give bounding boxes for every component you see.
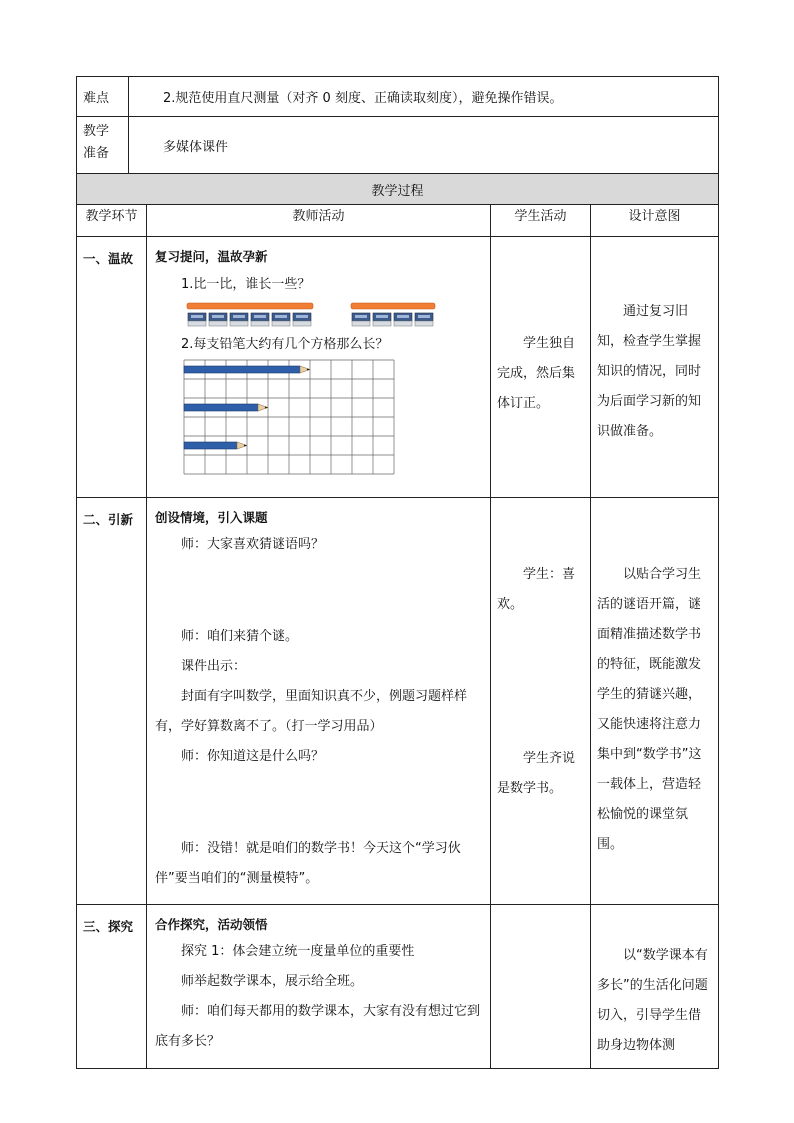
eraser-label-icon bbox=[355, 315, 367, 318]
section1-teacher bbox=[147, 237, 491, 498]
header-student: 学生活动 bbox=[491, 205, 591, 237]
section2-t4: 封面有字叫数学，里面知识真不少，例题习题样样有，学好算数离不了。（打一学习用品） bbox=[155, 689, 468, 734]
section1-intent-text: 通过复习旧知，检查学生掌握知识的情况，同时为后面学习新的知识做准备。 bbox=[597, 304, 702, 439]
section2-title: 创设情境，引入课题 bbox=[155, 510, 268, 525]
process-band-row bbox=[77, 174, 719, 205]
blue-pencil-1 bbox=[184, 366, 300, 373]
section3-teacher bbox=[147, 905, 491, 1069]
eraser-label-icon bbox=[376, 315, 388, 318]
process-title: 教学过程 bbox=[77, 174, 719, 205]
section2-t1: 师：大家喜欢猜谜语吗？ bbox=[181, 537, 325, 552]
eraser-base-icon bbox=[272, 321, 290, 326]
eraser-base-icon bbox=[415, 321, 433, 326]
section1-stage: 一、温故 bbox=[77, 237, 147, 498]
eraser-base-icon bbox=[188, 321, 206, 326]
eraser-base-icon bbox=[394, 321, 412, 326]
difficulty-row bbox=[77, 77, 719, 117]
section1-student-text: 学生独自完成，然后集体订正。 bbox=[497, 336, 576, 411]
eraser-label-icon bbox=[212, 315, 224, 318]
orange-pencil-long bbox=[187, 303, 313, 309]
eraser-base-icon bbox=[209, 321, 227, 326]
section3-intent-text: 以“数学课本有多长”的生活化问题切入，引导学生借助身边物体测 bbox=[597, 948, 708, 1053]
eraser-base-icon bbox=[373, 321, 391, 326]
blue-pencil-3 bbox=[184, 442, 237, 449]
section3-row bbox=[77, 905, 719, 1069]
section1-row bbox=[77, 237, 719, 498]
section2-t3: 课件出示： bbox=[181, 659, 247, 674]
blue-pencil-2 bbox=[184, 404, 258, 411]
difficulty-label: 难点 bbox=[77, 77, 129, 117]
section1-q1: 1.比一比，谁长一些？ bbox=[181, 277, 311, 292]
eraser-base-icon bbox=[230, 321, 248, 326]
section1-title: 复习提问，温故孕新 bbox=[155, 249, 268, 264]
eraser-base-icon bbox=[293, 321, 311, 326]
preparation-row bbox=[77, 117, 719, 174]
preparation-label bbox=[77, 117, 129, 174]
section3-student bbox=[491, 905, 591, 1069]
orange-pencil-short bbox=[351, 303, 435, 309]
section2-stage: 二、引新 bbox=[77, 498, 147, 905]
section2-student-2: 学生齐说是数学书。 bbox=[497, 751, 576, 796]
eraser-label-icon bbox=[397, 315, 409, 318]
lesson-plan-table bbox=[76, 76, 719, 1069]
section3-title: 合作探究，活动领悟 bbox=[155, 917, 268, 932]
header-teacher: 教师活动 bbox=[147, 205, 491, 237]
header-row bbox=[77, 205, 719, 237]
section2-teacher bbox=[147, 498, 491, 905]
eraser-label-icon bbox=[191, 315, 203, 318]
eraser-base-icon bbox=[352, 321, 370, 326]
section1-intent bbox=[591, 237, 719, 498]
eraser-base-icon bbox=[251, 321, 269, 326]
section1-student bbox=[491, 237, 591, 498]
pencil-grid-figure bbox=[183, 359, 397, 477]
pencil-eraser-comparison bbox=[185, 299, 485, 331]
section3-t1: 探究 1：体会建立统一度量单位的重要性 bbox=[181, 944, 415, 959]
header-intent: 设计意图 bbox=[591, 205, 719, 237]
section2-student bbox=[491, 498, 591, 905]
section2-row bbox=[77, 498, 719, 905]
section3-t2: 师举起数学课本，展示给全班。 bbox=[181, 974, 364, 989]
section2-intent-text: 以贴合学习生活的谜语开篇，谜面精准描述数学书的特征，既能激发学生的猜谜兴趣，又能快速将注意力集中到“数学书”这一载体上，营造轻松愉悦的课堂氛围。 bbox=[597, 567, 702, 852]
section2-t6: 师：没错！就是咱们的数学书！今天这个“学习伙伴”要当咱们的“测量模特”。 bbox=[155, 841, 461, 886]
section2-intent bbox=[591, 498, 719, 905]
section3-t3: 师：咱们每天都用的数学课本，大家有没有想过它到底有多长？ bbox=[155, 1004, 481, 1049]
eraser-label-icon bbox=[418, 315, 430, 318]
eraser-label-icon bbox=[254, 315, 266, 318]
eraser-label-icon bbox=[233, 315, 245, 318]
section3-intent bbox=[591, 905, 719, 1069]
preparation-text: 多媒体课件 bbox=[129, 117, 719, 174]
section2-t2: 师：咱们来猜个谜。 bbox=[181, 629, 299, 644]
header-stage: 教学环节 bbox=[77, 205, 147, 237]
preparation-label-text: 教学准备 bbox=[83, 124, 110, 161]
section2-student-1: 学生：喜欢。 bbox=[497, 567, 576, 612]
section2-t5: 师：你知道这是什么吗？ bbox=[181, 749, 325, 764]
eraser-label-icon bbox=[296, 315, 308, 318]
section1-q2: 2.每支铅笔大约有几个方格那么长？ bbox=[181, 337, 389, 352]
section3-stage: 三、探究 bbox=[77, 905, 147, 1069]
eraser-label-icon bbox=[275, 315, 287, 318]
difficulty-text: 2.规范使用直尺测量（对齐 0 刻度、正确读取刻度），避免操作错误。 bbox=[129, 77, 719, 117]
